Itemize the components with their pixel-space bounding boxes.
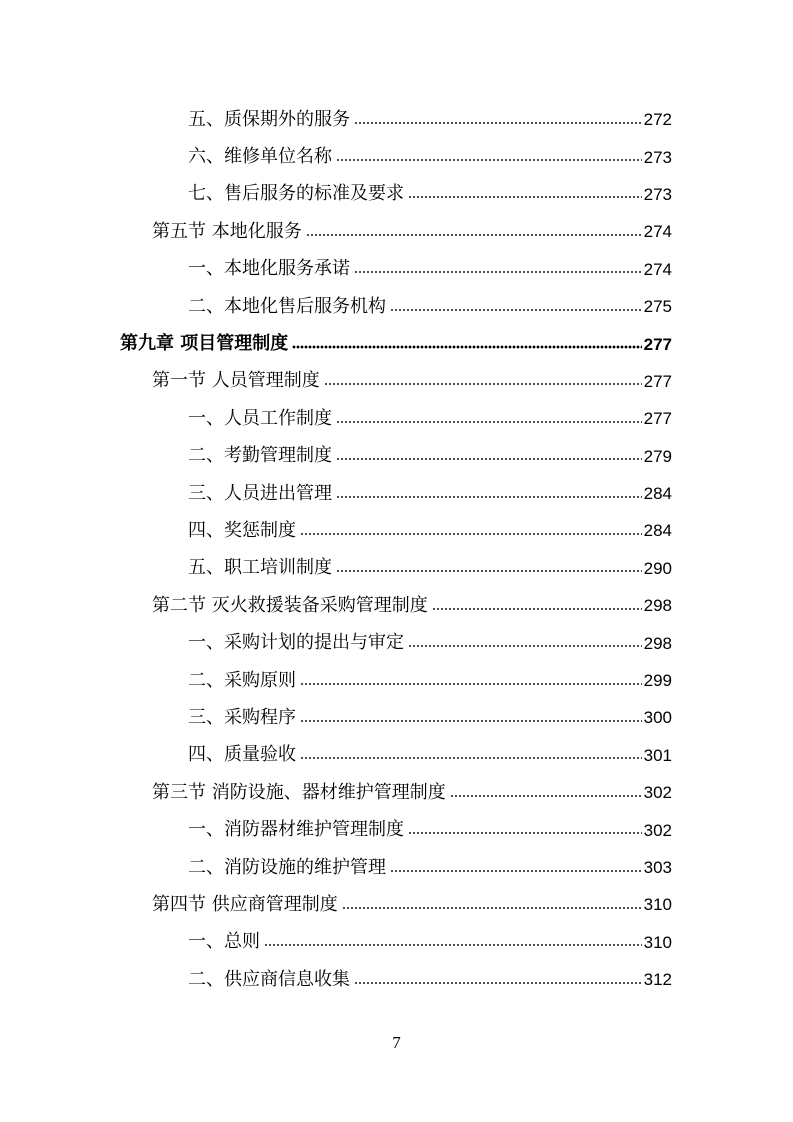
toc-entry-page: 284 [643,521,672,541]
toc-dot-leader [354,121,642,125]
toc-entry-page: 298 [643,633,672,653]
toc-entry[interactable] [0,662,793,699]
toc-entry-title: 五、职工培训制度 [188,557,332,579]
toc-dot-leader [390,308,642,312]
toc-dot-leader [336,495,642,499]
toc-section-entry[interactable] [0,363,793,400]
toc-dot-leader [336,420,642,424]
toc-dot-leader [450,794,642,798]
toc-entry-page: 302 [643,783,672,803]
toc-entry-page: 290 [643,558,672,578]
toc-entry-title: 一、人员工作制度 [188,407,332,429]
toc-entry-title: 一、消防器材维护管理制度 [188,819,404,841]
toc-entry-page: 279 [643,446,672,466]
toc-entry-page: 284 [643,484,672,504]
toc-entry-title: 六、维修单位名称 [188,146,332,168]
toc-entry[interactable] [0,737,793,774]
toc-dot-leader [408,831,642,835]
toc-dot-leader [264,943,642,947]
toc-entry[interactable] [0,849,793,886]
toc-dot-leader [342,906,642,910]
toc-entry[interactable] [0,699,793,736]
toc-dot-leader [300,682,642,686]
toc-entry-page: 274 [643,222,672,242]
toc-entry[interactable] [0,475,793,512]
toc-entry[interactable] [0,961,793,998]
toc-entry-page: 301 [643,745,672,765]
toc-entry-title: 七、售后服务的标准及要求 [188,183,404,205]
toc-dot-leader [390,869,642,873]
toc-entry-title: 四、质量验收 [188,744,296,766]
toc-dot-leader [300,532,642,536]
toc-entry-title: 五、质保期外的服务 [188,108,350,130]
toc-entry-title: 第四节 供应商管理制度 [152,893,338,915]
toc-dot-leader [292,345,641,349]
toc-entry-title: 一、采购计划的提出与审定 [188,632,404,654]
toc-dot-leader [306,233,642,237]
toc-entry-title: 第三节 消防设施、器材维护管理制度 [152,781,446,803]
toc-entry-title: 第五节 本地化服务 [152,220,302,242]
toc-entry-page: 274 [643,259,672,279]
toc-entry-page: 299 [643,671,672,691]
toc-entry[interactable] [0,811,793,848]
toc-entry-title: 三、人员进出管理 [188,482,332,504]
toc-dot-leader [336,158,642,162]
toc-entry-title: 一、本地化服务承诺 [188,258,350,280]
toc-entry[interactable] [0,438,793,475]
toc-entry[interactable] [0,624,793,661]
toc-entry-page: 273 [643,147,672,167]
toc-entry-page: 302 [643,820,672,840]
toc-entry-title: 四、奖惩制度 [188,519,296,541]
table-of-contents [0,101,793,998]
toc-dot-leader [336,569,642,573]
toc-entry-title: 二、考勤管理制度 [188,445,332,467]
toc-dot-leader [300,756,642,760]
toc-section-entry[interactable] [0,587,793,624]
toc-section-entry[interactable] [0,213,793,250]
toc-entry-title: 二、本地化售后服务机构 [188,295,386,317]
toc-entry[interactable] [0,101,793,138]
toc-entry-title: 一、总则 [188,931,260,953]
toc-entry[interactable] [0,138,793,175]
toc-entry-page: 310 [643,932,672,952]
toc-entry-page: 273 [643,184,672,204]
toc-entry-page: 312 [643,970,672,990]
toc-entry[interactable] [0,176,793,213]
toc-entry-page: 300 [643,708,672,728]
toc-dot-leader [336,457,642,461]
toc-dot-leader [354,981,642,985]
toc-dot-leader [432,607,642,611]
toc-dot-leader [324,382,642,386]
toc-entry-page: 298 [643,596,672,616]
toc-entry-page: 303 [643,858,672,877]
toc-entry-page: 277 [643,409,672,429]
page-number: 7 [392,1033,401,1052]
toc-entry-page: 310 [643,895,672,915]
toc-entry-page: 277 [643,334,672,354]
toc-chapter-entry[interactable] [0,325,793,362]
toc-entry[interactable] [0,251,793,288]
toc-entry[interactable] [0,550,793,587]
toc-entry[interactable] [0,924,793,961]
toc-entry-title: 二、消防设施的维护管理 [188,856,386,878]
toc-entry-title: 第一节 人员管理制度 [152,370,320,392]
toc-dot-leader [354,270,642,274]
toc-entry[interactable] [0,288,793,325]
toc-entry-page: 275 [643,297,672,317]
toc-entry-page: 277 [643,371,672,391]
toc-section-entry[interactable] [0,774,793,811]
toc-dot-leader [300,719,642,723]
toc-dot-leader [408,644,642,648]
toc-entry[interactable] [0,400,793,437]
toc-entry-title: 三、采购程序 [188,706,296,728]
toc-entry-title: 第二节 灭火救援装备采购管理制度 [152,594,428,616]
toc-entry-title: 第九章 项目管理制度 [120,333,289,355]
toc-section-entry[interactable] [0,886,793,923]
toc-entry-title: 二、供应商信息收集 [188,968,350,990]
toc-entry[interactable] [0,512,793,549]
toc-dot-leader [408,195,642,199]
toc-entry-page: 272 [643,110,672,130]
toc-entry-title: 二、采购原则 [188,669,296,691]
